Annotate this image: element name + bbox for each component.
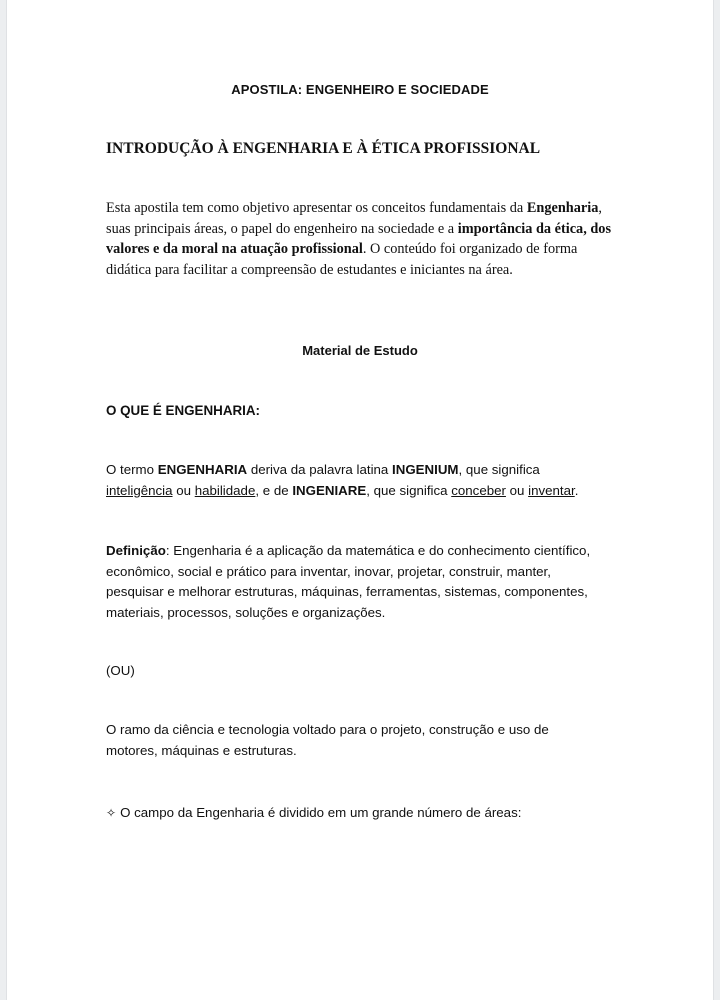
intro-line-1: [106, 198, 614, 219]
etymology-text: , que significa: [458, 462, 540, 477]
what-is-engineering-heading: O QUE É ENGENHARIA:: [106, 403, 261, 418]
etymology-text: O termo: [106, 462, 158, 477]
etymology-text: ou: [172, 482, 195, 498]
intro-line-4: didática para facilitar a compreensão de estudantes e iniciantes na área.: [106, 261, 513, 278]
page-edge-right: [713, 0, 720, 1000]
areas-bullet-text: O campo da Engenharia é dividido em um grande número de áreas:: [120, 805, 522, 820]
definition-paragraph: [106, 541, 614, 623]
section-title: INTRODUÇÃO À ENGENHARIA E À ÉTICA PROFISSIONAL: [106, 140, 541, 157]
term-conceber: conceber: [451, 482, 506, 498]
definition-line-4: materiais, processos, soluções e organizações.: [106, 604, 386, 620]
intro-text: . O conteúdo foi organizado de forma: [362, 241, 578, 257]
definition-label: Definição: [106, 543, 166, 558]
etymology-line-1: [106, 460, 614, 481]
document-title: APOSTILA: ENGENHEIRO E SOCIEDADE: [231, 82, 489, 97]
diamond-bullet-icon: ✧: [106, 806, 117, 820]
intro-text: ,: [598, 200, 602, 216]
etymology-text: , que significa: [366, 482, 452, 498]
intro-bold-term: importância da ética, dos: [457, 220, 612, 237]
alt-definition-paragraph: [106, 720, 614, 761]
etymology-paragraph: [106, 460, 614, 501]
definition-line-1: [106, 541, 614, 562]
intro-bold-term: Engenharia: [526, 200, 599, 216]
term-habilidade: habilidade: [194, 482, 256, 498]
term-inventar: inventar: [528, 482, 575, 498]
page-edge-left: [0, 0, 7, 1000]
intro-text: Esta apostila tem como objetivo apresentar os conceitos fundamentais da: [106, 200, 527, 216]
intro-bold-term: valores e da moral na atuação profissional: [106, 241, 363, 257]
intro-line-2: [106, 219, 614, 240]
or-text: (OU): [106, 663, 135, 678]
alt-definition-line-1: O ramo da ciência e tecnologia voltado para o projeto, construção e uso de: [106, 722, 549, 737]
etymology-text: deriva da palavra latina: [247, 462, 393, 477]
areas-bullet: [106, 803, 614, 824]
term-inteligencia: inteligência: [106, 482, 173, 498]
term-ingenium: INGENIUM: [392, 462, 459, 477]
intro-line-3: [106, 239, 614, 260]
alt-definition-line-2: motores, máquinas e estruturas.: [106, 742, 297, 758]
intro-paragraph: [106, 198, 614, 280]
etymology-line-2: [106, 481, 614, 502]
etymology-text: .: [574, 482, 579, 498]
definition-line-3: pesquisar e melhorar estruturas, máquinas, ferramentas, sistemas, componentes,: [106, 584, 588, 599]
intro-text: suas principais áreas, o papel do engenheiro na sociedade e a: [106, 220, 458, 237]
term-ingeniare: INGENIARE: [292, 482, 367, 498]
definition-line-2: econômico, social e prático para inventar, inovar, projetar, construir, manter,: [106, 563, 551, 579]
definition-text: : Engenharia é a aplicação da matemática e do conhecimento científico,: [165, 543, 591, 558]
study-material-title: Material de Estudo: [302, 343, 418, 358]
etymology-text: ou: [505, 482, 529, 498]
etymology-text: , e de: [255, 482, 293, 498]
term-engenharia: ENGENHARIA: [157, 462, 248, 477]
